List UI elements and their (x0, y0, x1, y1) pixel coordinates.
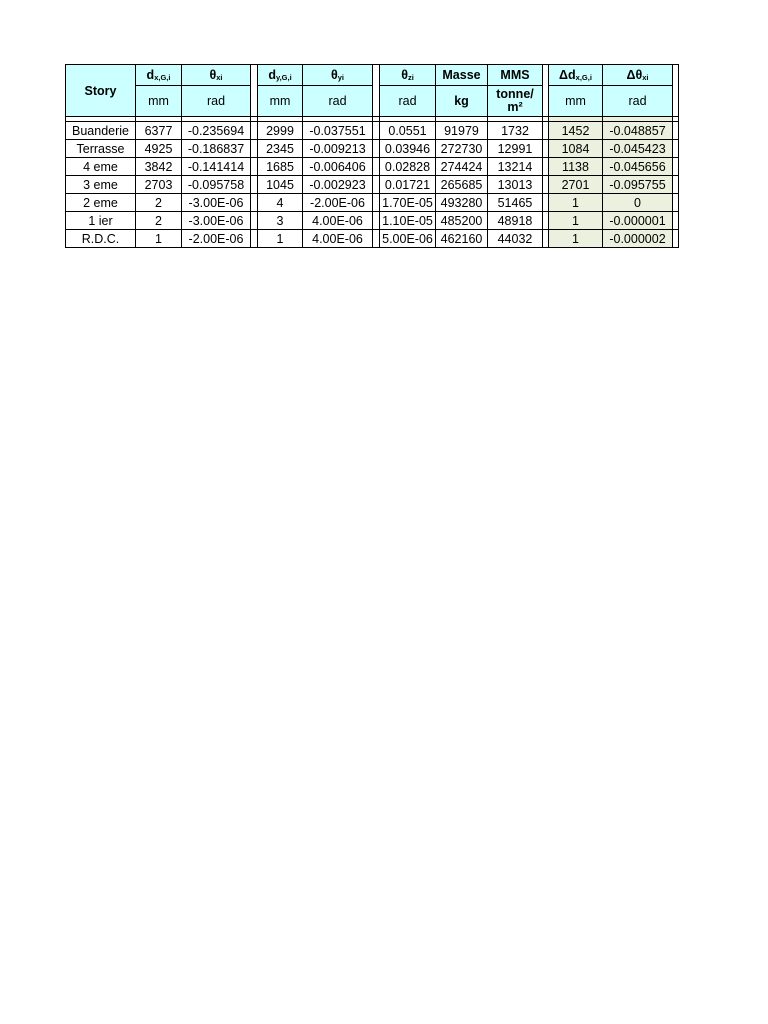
column-gap (673, 230, 679, 248)
column-gap (251, 140, 258, 158)
cell-thz: 0.0551 (380, 122, 436, 140)
header-dy (258, 65, 303, 86)
unit-masse: kg (436, 86, 488, 117)
cell-masse: 265685 (436, 176, 488, 194)
cell-thx: -0.235694 (182, 122, 251, 140)
header-thy (303, 65, 373, 86)
cell-mms: 13214 (488, 158, 543, 176)
column-gap (673, 158, 679, 176)
cell-thz: 0.01721 (380, 176, 436, 194)
cell-masse: 462160 (436, 230, 488, 248)
header-masse-label: Masse (442, 68, 481, 82)
unit-dy: mm (258, 86, 303, 117)
cell-dx: 1 (136, 230, 182, 248)
header-mms-label: MMS (500, 68, 530, 82)
cell-thx: -0.141414 (182, 158, 251, 176)
table-body (66, 122, 679, 248)
cell-thy: 4.00E-06 (303, 230, 373, 248)
header-thz (380, 65, 436, 86)
unit-thz: rad (380, 86, 436, 117)
cell-mms: 13013 (488, 176, 543, 194)
cell-dthx: -0.000001 (603, 212, 673, 230)
column-gap (373, 140, 380, 158)
header-thz-label: θ (401, 68, 408, 82)
unit-thx: rad (182, 86, 251, 117)
table-row (66, 122, 679, 140)
cell-dx: 2703 (136, 176, 182, 194)
column-gap (373, 176, 380, 194)
cell-ddx: 1084 (549, 140, 603, 158)
column-gap (673, 212, 679, 230)
column-gap (673, 122, 679, 140)
column-gap (373, 122, 380, 140)
header-dy-label: d (268, 68, 276, 82)
cell-ddx: 2701 (549, 176, 603, 194)
header-dthx-subscript: xi (642, 73, 649, 82)
header-dx (136, 65, 182, 86)
table-row (66, 194, 679, 212)
cell-dy: 1685 (258, 158, 303, 176)
cell-thz: 0.02828 (380, 158, 436, 176)
cell-thz: 5.00E-06 (380, 230, 436, 248)
story-results-table (65, 64, 679, 248)
cell-mms: 51465 (488, 194, 543, 212)
cell-story: 2 eme (66, 194, 136, 212)
cell-ddx: 1 (549, 194, 603, 212)
column-gap (673, 140, 679, 158)
cell-dx: 3842 (136, 158, 182, 176)
unit-mms-line2: m² (507, 100, 523, 114)
header-thx (182, 65, 251, 86)
cell-dy: 1045 (258, 176, 303, 194)
unit-mms-line1: tonne/ (496, 87, 534, 101)
unit-thy: rad (303, 86, 373, 117)
unit-dthx: rad (603, 86, 673, 117)
cell-story: Buanderie (66, 122, 136, 140)
cell-dy: 4 (258, 194, 303, 212)
cell-masse: 91979 (436, 122, 488, 140)
table-row (66, 140, 679, 158)
cell-thy: 4.00E-06 (303, 212, 373, 230)
cell-story: Terrasse (66, 140, 136, 158)
cell-dy: 1 (258, 230, 303, 248)
units-row (66, 86, 679, 117)
column-gap (373, 212, 380, 230)
header-row (66, 65, 679, 86)
cell-dthx: 0 (603, 194, 673, 212)
header-thx-label: θ (209, 68, 217, 82)
cell-story: 1 ier (66, 212, 136, 230)
column-gap (673, 194, 679, 212)
header-dx-subscript: x,G,i (154, 73, 171, 82)
cell-dy: 2345 (258, 140, 303, 158)
header-ddx-subscript: x,G,i (575, 73, 592, 82)
cell-masse: 274424 (436, 158, 488, 176)
cell-thx: -0.095758 (182, 176, 251, 194)
cell-thx: -2.00E-06 (182, 230, 251, 248)
cell-thy: -0.009213 (303, 140, 373, 158)
cell-thy: -0.002923 (303, 176, 373, 194)
column-gap (251, 122, 258, 140)
cell-thz: 0.03946 (380, 140, 436, 158)
column-gap (251, 230, 258, 248)
cell-dthx: -0.045423 (603, 140, 673, 158)
header-story (66, 65, 136, 117)
cell-thz: 1.70E-05 (380, 194, 436, 212)
column-gap (251, 212, 258, 230)
cell-dy: 3 (258, 212, 303, 230)
cell-thx: -0.186837 (182, 140, 251, 158)
header-mms (488, 65, 543, 86)
cell-dy: 2999 (258, 122, 303, 140)
table-row (66, 212, 679, 230)
header-thy-subscript: yi (337, 73, 345, 82)
cell-ddx: 1 (549, 230, 603, 248)
cell-ddx: 1452 (549, 122, 603, 140)
column-gap (251, 194, 258, 212)
header-ddx (549, 65, 603, 86)
cell-dthx: -0.045656 (603, 158, 673, 176)
column-gap (251, 176, 258, 194)
column-gap (373, 158, 380, 176)
cell-dx: 2 (136, 212, 182, 230)
cell-ddx: 1 (549, 212, 603, 230)
column-gap (373, 230, 380, 248)
cell-mms: 44032 (488, 230, 543, 248)
cell-thz: 1.10E-05 (380, 212, 436, 230)
cell-masse: 493280 (436, 194, 488, 212)
column-gap (373, 65, 380, 117)
header-ddx-label: Δd (559, 68, 576, 82)
column-gap (251, 158, 258, 176)
table-row (66, 230, 679, 248)
cell-story: R.D.C. (66, 230, 136, 248)
unit-dx: mm (136, 86, 182, 117)
header-thx-subscript: xi (216, 73, 223, 82)
table-row (66, 158, 679, 176)
column-gap (673, 176, 679, 194)
header-thz-subscript: zi (407, 73, 414, 82)
header-masse (436, 65, 488, 86)
header-dy-subscript: y,G,i (275, 73, 292, 82)
cell-thy: -0.037551 (303, 122, 373, 140)
header-dx-label: d (146, 68, 155, 82)
cell-dthx: -0.095755 (603, 176, 673, 194)
header-dthx-label: Δθ (626, 68, 643, 82)
cell-thx: -3.00E-06 (182, 194, 251, 212)
column-gap (251, 65, 258, 117)
unit-ddx: mm (549, 86, 603, 117)
unit-mms (488, 86, 543, 117)
cell-thy: -0.006406 (303, 158, 373, 176)
cell-dx: 4925 (136, 140, 182, 158)
header-thy-label: θ (330, 68, 338, 82)
table-row (66, 176, 679, 194)
cell-dthx: -0.000002 (603, 230, 673, 248)
header-dthx (603, 65, 673, 86)
cell-dx: 6377 (136, 122, 182, 140)
cell-masse: 272730 (436, 140, 488, 158)
cell-mms: 48918 (488, 212, 543, 230)
cell-masse: 485200 (436, 212, 488, 230)
cell-story: 4 eme (66, 158, 136, 176)
cell-dx: 2 (136, 194, 182, 212)
cell-thx: -3.00E-06 (182, 212, 251, 230)
header-story-label: Story (84, 83, 117, 98)
cell-dthx: -0.048857 (603, 122, 673, 140)
column-gap (373, 194, 380, 212)
cell-story: 3 eme (66, 176, 136, 194)
cell-ddx: 1138 (549, 158, 603, 176)
cell-thy: -2.00E-06 (303, 194, 373, 212)
column-gap (673, 65, 679, 117)
cell-mms: 12991 (488, 140, 543, 158)
cell-mms: 1732 (488, 122, 543, 140)
